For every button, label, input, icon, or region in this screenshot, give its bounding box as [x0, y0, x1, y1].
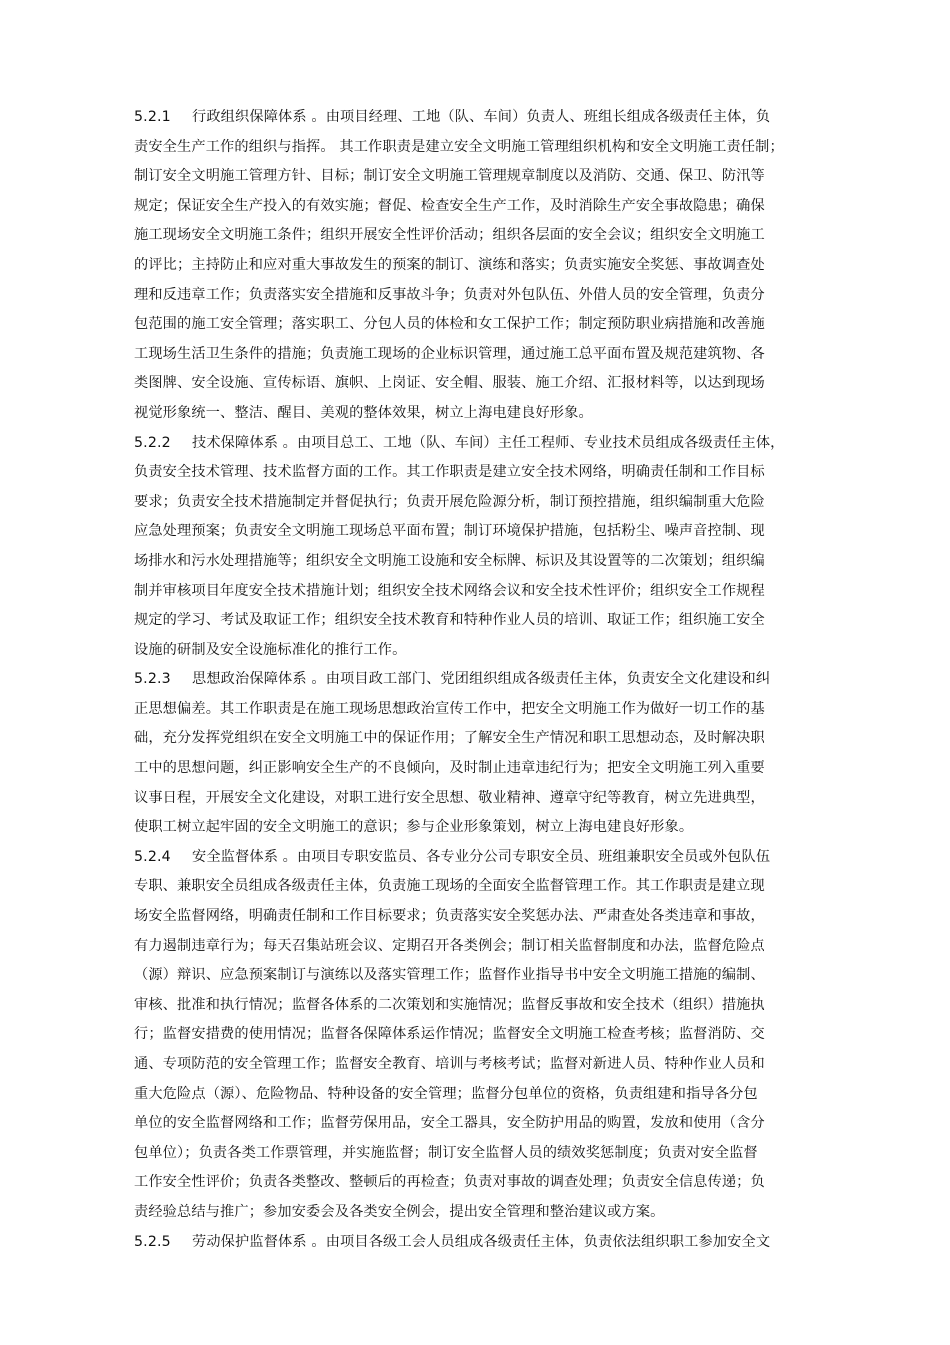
section-title: 劳动保护监督体系 。 — [192, 1233, 326, 1250]
section-number: 5.2.5 — [134, 1233, 171, 1250]
paragraph-line: 议事日程，开展安全文化建设，对职工进行安全思想、敬业精神、遵章守纪等教育，树立先进典型， — [134, 789, 765, 806]
paragraph-line: 制订安全文明施工管理方针、目标；制订安全文明施工管理规章制度以及消防、交通、保卫、防汛等 — [134, 168, 765, 185]
paragraph-line: 规定的学习、考试及取证工作；组织安全技术教育和特种作业人员的培训、取证工作；组织施工安全 — [134, 612, 765, 629]
paragraph-line: 单位的安全监督网络和工作；监督劳保用品，安全工器具，安全防护用品的购置，发放和使用（含分 — [134, 1115, 765, 1132]
paragraph-line: 础，充分发挥党组织在安全文明施工中的保证作用；了解安全生产情况和职工思想动态，及时解决职 — [134, 730, 765, 747]
section-heading-line — [134, 429, 824, 459]
paragraph-line: 工中的思想问题，纠正影响安全生产的不良倾向，及时制止违章违纪行为；把安全文明施工列入重要 — [134, 760, 765, 777]
section-heading-line — [134, 103, 824, 133]
section-title: 安全监督体系 。 — [192, 848, 298, 865]
paragraph-text: 由项目各级工会人员组成各级责任主体，负责依法组织职工参加安全文 — [325, 1233, 771, 1250]
paragraph-line: 负责安全技术管理、技术监督方面的工作。其工作职责是建立安全技术网络，明确责任制和工作目标 — [134, 464, 765, 481]
paragraph-line: 工作安全性评价；负责各类整改、整顿后的再检查；负责对事故的调查处理；负责安全信息传递；负 — [134, 1174, 765, 1191]
paragraph-text: 由项目经理、工地（队、车间）负责人、班组长组成各级责任主体，负 — [325, 109, 771, 125]
paragraph-line: 包范围的施工安全管理；落实职工、分包人员的体检和女工保护工作；制定预防职业病措施和改善施 — [134, 316, 765, 333]
section-number: 5.2.2 — [134, 434, 171, 451]
section-number: 5.2.3 — [134, 671, 171, 688]
paragraph-line: 重大危险点（源）、危险物品、特种设备的安全管理；监督分包单位的资格，负责组建和指导各分包 — [134, 1085, 758, 1102]
section-number: 5.2.1 — [134, 109, 171, 125]
section-number: 5.2.4 — [134, 848, 171, 865]
paragraph-line: 包单位）；负责各类工作票管理，并实施监督；制订安全监督人员的绩效奖惩制度；负责对安全监督 — [134, 1144, 758, 1161]
paragraph-text: 由项目总工、工地（队、车间）主任工程师、专业技术员组成各级责任主体， — [297, 434, 785, 451]
paragraph-line: 责安全生产工作的组织与指挥。 其工作职责是建立安全文明施工管理组织机构和安全文明施工责任制； — [134, 138, 784, 155]
paragraph-line: 责经验总结与推广；参加安委会及各类安全例会，提出安全管理和整治建议或方案。 — [134, 1203, 665, 1220]
paragraph-line: 场安全监督网络，明确责任制和工作目标要求；负责落实安全奖惩办法、严肃查处各类违章和事故， — [134, 908, 765, 925]
paragraph-line: 设施的研制及安全设施标准化的推行工作。 — [134, 641, 407, 658]
paragraph-line: 类图牌、安全设施、宣传标语、旗帜、上岗证、安全帽、服装、施工介绍、汇报材料等，以达到现场 — [134, 375, 765, 392]
paragraph-text: 由项目专职安监员、各专业分公司专职安全员、班组兼职安全员或外包队伍 — [297, 848, 771, 865]
paragraph-line: 应急处理预案；负责安全文明施工现场总平面布置；制订环境保护措施，包括粉尘、噪声音控制、现 — [134, 523, 765, 540]
paragraph-line: 制并审核项目年度安全技术措施计划；组织安全技术网络会议和安全技术性评价；组织安全工作规程 — [134, 582, 765, 599]
paragraph-line: 施工现场安全文明施工条件；组织开展安全性评价活动；组织各层面的安全会议；组织安全文明施工 — [134, 227, 765, 244]
section-title: 行政组织保障体系 。 — [192, 109, 326, 125]
section-heading-line — [134, 1228, 824, 1258]
document-body — [134, 103, 824, 1257]
section-heading-line — [134, 843, 824, 873]
section-heading-line — [134, 665, 824, 695]
paragraph-line: 专职、兼职安全员组成各级责任主体，负责施工现场的全面安全监督管理工作。其工作职责是建立现 — [134, 878, 765, 895]
paragraph-line: 视觉形象统一、整洁、醒目、美观的整体效果，树立上海电建良好形象。 — [134, 404, 593, 421]
paragraph-line: 的评比；主持防止和应对重大事故发生的预案的制订、演练和落实；负责实施安全奖惩、事故调查处 — [134, 256, 765, 273]
paragraph-line: 有力遏制违章行为；每天召集站班会议、定期召开各类例会；制订相关监督制度和办法，监督危险点 — [134, 937, 765, 954]
paragraph-line: 审核、批准和执行情况；监督各体系的二次策划和实施情况；监督反事故和安全技术（组织）措施执 — [134, 996, 765, 1013]
paragraph-line: 行；监督安措费的使用情况；监督各保障体系运作情况；监督安全文明施工检查考核；监督消防、交 — [134, 1026, 765, 1043]
paragraph-line: 要求；负责安全技术措施制定并督促执行；负责开展危险源分析，制订预控措施，组织编制重大危险 — [134, 493, 765, 510]
paragraph-line: 使职工树立起牢固的安全文明施工的意识；参与企业形象策划，树立上海电建良好形象。 — [134, 819, 694, 836]
section-title: 思想政治保障体系 。 — [192, 671, 326, 688]
paragraph-line: 理和反违章工作；负责落实安全措施和反事故斗争；负责对外包队伍、外借人员的安全管理，负责分 — [134, 286, 765, 303]
paragraph-line: 场排水和污水处理措施等；组织安全文明施工设施和安全标牌、标识及其设置等的二次策划；组织编 — [134, 552, 765, 569]
paragraph-line: 通、专项防范的安全管理工作；监督安全教育、培训与考核考试；监督对新进人员、特种作业人员和 — [134, 1056, 765, 1072]
paragraph-line: 正思想偏差。其工作职责是在施工现场思想政治宣传工作中，把安全文明施工作为做好一切工作的基 — [134, 700, 765, 717]
section-title: 技术保障体系 。 — [192, 434, 298, 451]
paragraph-line: （源）辩识、应急预案制订与演练以及落实管理工作；监督作业指导书中安全文明施工措施的编制、 — [134, 967, 765, 984]
paragraph-line: 规定；保证安全生产投入的有效实施；督促、检查安全生产工作，及时消除生产安全事故隐患；确保 — [134, 197, 765, 214]
paragraph-text: 由项目政工部门、党团组织组成各级责任主体，负责安全文化建设和纠 — [325, 671, 771, 688]
paragraph-line: 工现场生活卫生条件的措施；负责施工现场的企业标识管理，通过施工总平面布置及规范建筑物、各 — [134, 345, 765, 362]
